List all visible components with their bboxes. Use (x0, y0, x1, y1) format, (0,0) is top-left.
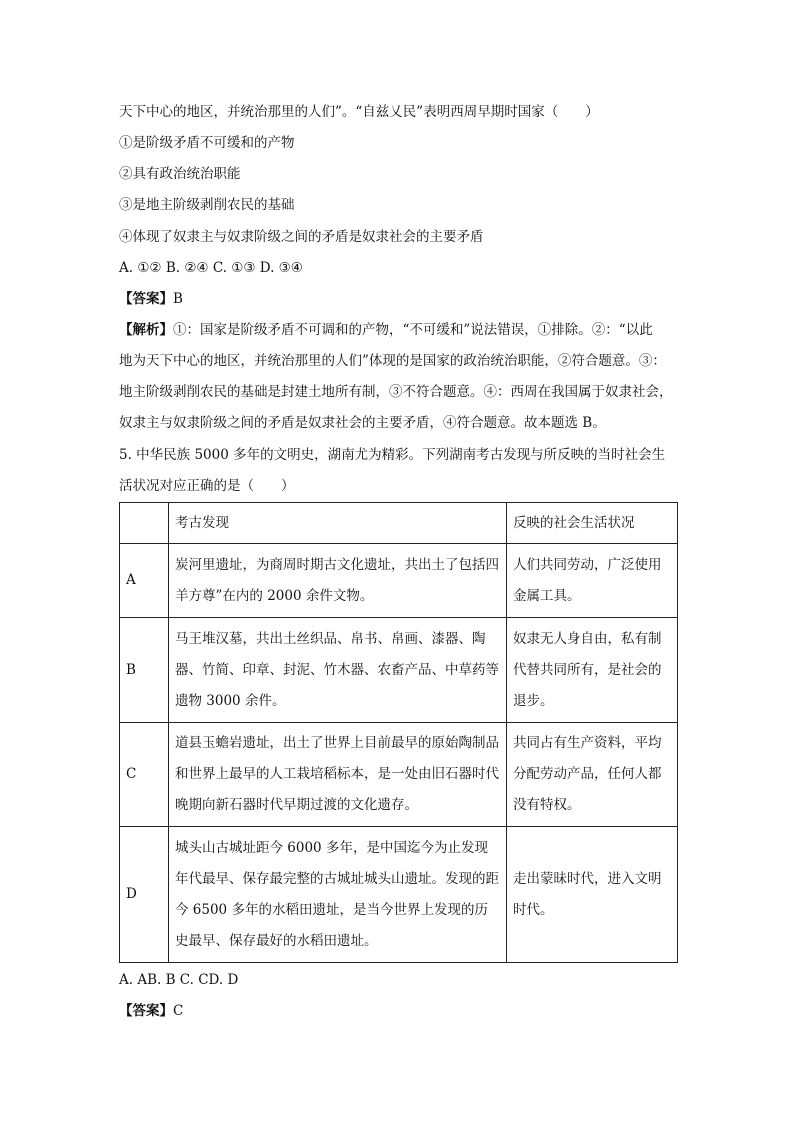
q5-choices: A. AB. B C. CD. D (119, 972, 239, 988)
q4-option-1: ①是阶级矛盾不可缓和的产物 (119, 135, 295, 151)
table-header-row (120, 503, 678, 544)
row-life: 共同占有生产资料，平均分配劳动产品，任何人都没有特权。 (507, 723, 678, 827)
q4-stem-tail: 天下中心的地区，并统治那里的人们”。“自兹乂民”表明西周早期时国家（ ） (119, 104, 599, 120)
analysis-text: ①：国家是阶级矛盾不可调和的产物，“不可缓和”说法错误，①排除。②：“以此 (173, 322, 653, 338)
answer-value: C (173, 1003, 184, 1019)
q4-analysis-line-1 (119, 321, 679, 339)
q4-analysis-line-2: 地为天下中心的地区，并统治那里的人们”体现的是国家的政治统治职能，②符合题意。③： (119, 353, 666, 369)
q5-stem-line-2: 活状况对应正确的是（ ） (119, 478, 295, 494)
q4-option-2: ②具有政治统治职能 (119, 166, 241, 182)
answer-tag: 【答案】 (119, 291, 173, 307)
row-finding: 道县玉蟾岩遗址，出土了世界上目前最早的原始陶制品和世界上最早的人工栽培稻标本，是一处由旧石器时代晚期向新石器时代早期过渡的文化遗存。 (169, 723, 507, 827)
row-life: 走出蒙昧时代，进入文明时代。 (507, 827, 678, 963)
row-finding: 炭河里遗址，为商周时期古文化遗址，共出土了包括四羊方尊”在内的 2000 余件文物。 (169, 544, 507, 618)
row-label: B (120, 618, 169, 723)
analysis-tag: 【解析】 (119, 322, 173, 338)
row-life: 人们共同劳动，广泛使用金属工具。 (507, 544, 678, 618)
row-life: 奴隶无人身自由，私有制代替共同所有，是社会的退步。 (507, 618, 678, 723)
table-row (120, 618, 678, 723)
q4-option-3: ③是地主阶级剥削农民的基础 (119, 197, 295, 213)
header-cell-label (120, 503, 169, 544)
header-cell-life: 反映的社会生活状况 (507, 503, 678, 544)
table-row (120, 544, 678, 618)
header-cell-finding: 考古发现 (169, 503, 507, 544)
row-label: C (120, 723, 169, 827)
row-label: D (120, 827, 169, 963)
row-label: A (120, 544, 169, 618)
row-finding: 城头山古城址距今 6000 多年，是中国迄今为止发现年代最早、保存最完整的古城址城头山遗址。发现的距今 6500 多年的水稻田遗址，是当今世界上发现的历史最早、保存最好的水稻田遗址。 (169, 827, 507, 963)
q4-answer (119, 290, 679, 308)
row-finding: 马王堆汉墓，共出土丝织品、帛书、帛画、漆器、陶器、竹简、印章、封泥、竹木器、农畜产品、中草药等遗物 3000 余件。 (169, 618, 507, 723)
answer-tag: 【答案】 (119, 1003, 173, 1019)
table-row (120, 827, 678, 963)
q5-answer (119, 1002, 679, 1020)
answer-value: B (173, 291, 183, 307)
q5-table (119, 502, 678, 963)
table-row (120, 723, 678, 827)
q4-option-4: ④体现了奴隶主与奴隶阶级之间的矛盾是奴隶社会的主要矛盾 (119, 229, 484, 245)
q4-choices: A. ①② B. ②④ C. ①③ D. ③④ (119, 260, 303, 276)
q5-stem-line-1: 5. 中华民族 5000 多年的文明史，湖南尤为精彩。下列湖南考古发现与所反映的当时社会生 (119, 447, 666, 463)
q4-analysis-line-4: 奴隶主与奴隶阶级之间的矛盾是奴隶社会的主要矛盾，④符合题意。故本题选 B。 (119, 415, 606, 431)
q4-analysis-line-3: 地主阶级剥削农民的基础是封建土地所有制，③不符合题意。④：西周在我国属于奴隶社会， (119, 384, 673, 400)
